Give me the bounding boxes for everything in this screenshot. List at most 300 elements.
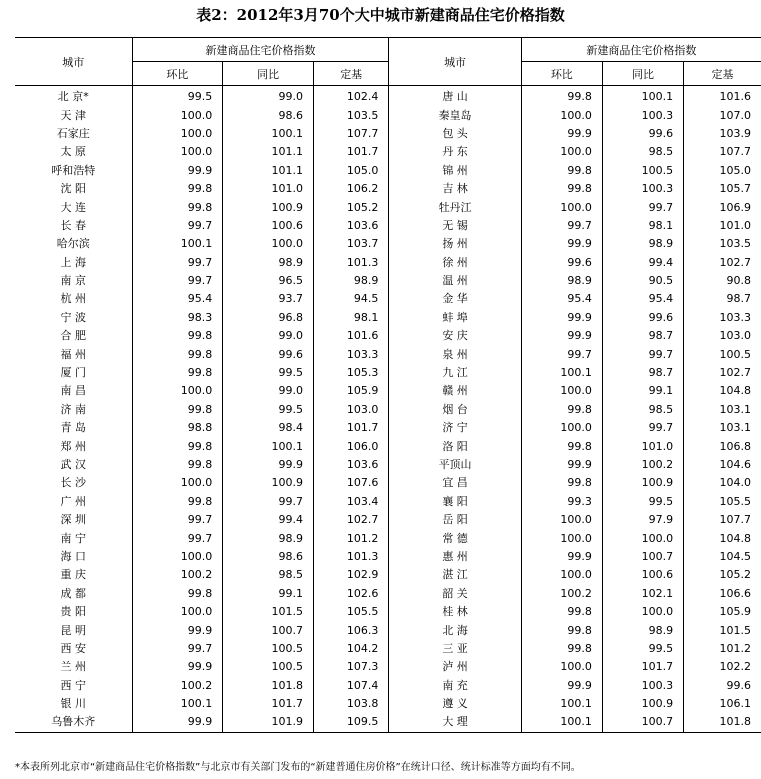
table-row: [15, 217, 761, 235]
base-value-cell: 106.6: [719, 586, 751, 600]
table-row: [15, 125, 761, 143]
yoy-value-cell: 100.9: [602, 474, 683, 492]
base-value-cell: 105.9: [719, 605, 751, 619]
yoy-value-cell: 99.7: [602, 419, 683, 437]
base-value-cell: 103.1: [719, 421, 751, 435]
mom-value-cell: 99.9: [132, 162, 223, 180]
mom-value-cell: 100.0: [521, 106, 602, 124]
yoy-value-cell: 101.0: [223, 180, 314, 198]
mom-value-cell: 100.0: [521, 511, 602, 529]
mom-value-cell: 99.3: [521, 493, 602, 511]
mom-value-cell: 99.9: [132, 621, 223, 639]
base-value-cell: 106.3: [313, 621, 388, 639]
yoy-value-cell: 99.6: [602, 309, 683, 327]
mom-value-cell: 100.0: [521, 382, 602, 400]
mom-value-cell: 99.7: [132, 529, 223, 547]
index-group-header-left: 新建商品住宅价格指数: [132, 38, 389, 62]
header-row-1: [15, 38, 761, 62]
city-name-cell: 金 华: [389, 290, 521, 308]
mom-value-cell: 99.7: [132, 511, 223, 529]
city-name-cell: 湛 江: [389, 566, 521, 584]
base-value-cell: 105.2: [719, 568, 751, 582]
base-value-cell: 102.7: [719, 255, 751, 269]
base-value-cell: 107.0: [719, 108, 751, 122]
mom-value-cell: 99.9: [132, 658, 223, 676]
table-row: [15, 621, 761, 639]
mom-value-cell: 100.0: [521, 566, 602, 584]
mom-value-cell: 100.0: [521, 419, 602, 437]
base-value-cell: 104.8: [719, 384, 751, 398]
yoy-value-cell: 95.4: [602, 290, 683, 308]
base-value-cell: 105.2: [313, 198, 388, 216]
yoy-value-cell: 98.9: [602, 621, 683, 639]
mom-value-cell: 100.1: [132, 235, 223, 253]
yoy-value-cell: 100.6: [602, 566, 683, 584]
city-name-cell: 上 海: [15, 254, 132, 272]
city-name-cell: 无 锡: [389, 217, 521, 235]
city-name-cell: 福 州: [15, 345, 132, 363]
yoy-value-cell: 98.5: [602, 401, 683, 419]
mom-value-cell: 99.7: [132, 254, 223, 272]
mom-value-cell: 99.5: [132, 86, 223, 107]
mom-value-cell: 100.0: [521, 529, 602, 547]
yoy-value-cell: 99.0: [223, 382, 314, 400]
mom-value-cell: 99.8: [132, 198, 223, 216]
city-name-cell: 南 京: [15, 272, 132, 290]
city-name-cell: 韶 关: [389, 585, 521, 603]
base-value-cell: 103.7: [313, 235, 388, 253]
yoy-value-cell: 100.3: [602, 677, 683, 695]
yoy-value-cell: 100.0: [602, 529, 683, 547]
mom-value-cell: 100.0: [521, 658, 602, 676]
table-row: [15, 529, 761, 547]
mom-value-cell: 100.0: [132, 474, 223, 492]
mom-value-cell: 98.3: [132, 309, 223, 327]
yoy-value-cell: 100.9: [223, 474, 314, 492]
yoy-value-cell: 101.9: [223, 713, 314, 732]
yoy-value-cell: 101.0: [602, 437, 683, 455]
city-name-cell: 包 头: [389, 125, 521, 143]
table-row: [15, 86, 761, 107]
base-value-cell: 103.4: [313, 493, 388, 511]
yoy-value-cell: 101.8: [223, 677, 314, 695]
table-row: [15, 309, 761, 327]
city-name-cell: 温 州: [389, 272, 521, 290]
yoy-value-cell: 99.1: [223, 585, 314, 603]
city-name-cell: 牡丹江: [389, 198, 521, 216]
base-value-cell: 101.0: [719, 218, 751, 232]
city-name-cell: 石家庄: [15, 125, 132, 143]
mom-value-cell: 100.1: [132, 695, 223, 713]
city-name-cell: 平顶山: [389, 456, 521, 474]
yoy-value-cell: 99.5: [602, 493, 683, 511]
base-value-cell: 103.0: [313, 401, 388, 419]
table-row: [15, 235, 761, 253]
city-name-cell: 扬 州: [389, 235, 521, 253]
base-value-cell: 103.1: [719, 402, 751, 416]
yoy-value-cell: 98.9: [223, 254, 314, 272]
base-value-cell: 101.7: [313, 143, 388, 161]
city-name-cell: 宜 昌: [389, 474, 521, 492]
base-value-cell: 103.8: [313, 695, 388, 713]
yoy-value-cell: 100.9: [223, 198, 314, 216]
base-value-cell: 99.6: [726, 678, 751, 692]
base-value-cell: 107.4: [313, 677, 388, 695]
base-value-cell: 98.9: [313, 272, 388, 290]
table-row: [15, 713, 761, 732]
col-header-base-right: 定基: [684, 62, 761, 86]
base-value-cell: 105.9: [313, 382, 388, 400]
mom-value-cell: 99.9: [521, 235, 602, 253]
base-value-cell: 104.6: [719, 458, 751, 471]
yoy-value-cell: 99.9: [223, 456, 314, 474]
city-name-cell: 银 川: [15, 695, 132, 713]
city-name-cell: 西 宁: [15, 677, 132, 695]
city-name-cell: 常 德: [389, 529, 521, 547]
city-name-cell: 青 岛: [15, 419, 132, 437]
base-value-cell: 107.7: [719, 513, 751, 527]
city-name-cell: 深 圳: [15, 511, 132, 529]
base-value-cell: 106.8: [719, 439, 751, 453]
city-name-cell: 济 宁: [389, 419, 521, 437]
yoy-value-cell: 98.6: [223, 106, 314, 124]
city-name-cell: 长 沙: [15, 474, 132, 492]
yoy-value-cell: 98.7: [602, 364, 683, 382]
city-name-cell: 襄 阳: [389, 493, 521, 511]
mom-value-cell: 99.8: [132, 401, 223, 419]
city-name-cell: 安 庆: [389, 327, 521, 345]
mom-value-cell: 99.8: [521, 401, 602, 419]
table-row: [15, 345, 761, 363]
base-value-cell: 103.0: [719, 329, 751, 343]
col-header-yoy-left: 同比: [223, 62, 314, 86]
yoy-value-cell: 93.7: [223, 290, 314, 308]
city-header-right: 城市: [389, 38, 521, 86]
yoy-value-cell: 98.6: [223, 548, 314, 566]
mom-value-cell: 99.8: [132, 345, 223, 363]
table-row: [15, 640, 761, 658]
yoy-value-cell: 99.7: [602, 198, 683, 216]
yoy-value-cell: 99.4: [602, 254, 683, 272]
city-name-cell: 贵 阳: [15, 603, 132, 621]
city-name-cell: 济 南: [15, 401, 132, 419]
mom-value-cell: 99.8: [132, 437, 223, 455]
yoy-value-cell: 100.5: [602, 162, 683, 180]
mom-value-cell: 99.9: [521, 677, 602, 695]
yoy-value-cell: 98.4: [223, 419, 314, 437]
yoy-value-cell: 100.0: [223, 235, 314, 253]
yoy-value-cell: 100.1: [223, 125, 314, 143]
city-name-cell: 赣 州: [389, 382, 521, 400]
table-row: [15, 585, 761, 603]
mom-value-cell: 100.0: [132, 603, 223, 621]
base-value-cell: 102.9: [313, 566, 388, 584]
city-name-cell: 泸 州: [389, 658, 521, 676]
mom-value-cell: 100.0: [521, 198, 602, 216]
yoy-value-cell: 98.7: [602, 327, 683, 345]
base-value-cell: 98.1: [313, 309, 388, 327]
city-name-cell: 蚌 埠: [389, 309, 521, 327]
mom-value-cell: 95.4: [521, 290, 602, 308]
city-name-cell: 锦 州: [389, 162, 521, 180]
table-row: [15, 327, 761, 345]
table-row: [15, 382, 761, 400]
base-value-cell: 101.6: [719, 90, 751, 104]
table-row: [15, 511, 761, 529]
base-value-cell: 101.3: [313, 548, 388, 566]
base-value-cell: 107.3: [313, 658, 388, 676]
table-row: [15, 677, 761, 695]
yoy-value-cell: 100.5: [223, 640, 314, 658]
yoy-value-cell: 101.1: [223, 143, 314, 161]
city-name-cell: 太 原: [15, 143, 132, 161]
base-value-cell: 102.2: [719, 660, 751, 674]
yoy-value-cell: 99.0: [223, 327, 314, 345]
table-row: [15, 290, 761, 308]
table-row: [15, 695, 761, 713]
city-name-cell: 吉 林: [389, 180, 521, 198]
mom-value-cell: 99.7: [132, 640, 223, 658]
yoy-value-cell: 100.5: [223, 658, 314, 676]
yoy-value-cell: 100.9: [602, 695, 683, 713]
mom-value-cell: 99.9: [521, 327, 602, 345]
mom-value-cell: 99.9: [132, 713, 223, 732]
city-name-cell: 长 春: [15, 217, 132, 235]
mom-value-cell: 99.8: [132, 180, 223, 198]
mom-value-cell: 95.4: [132, 290, 223, 308]
mom-value-cell: 99.7: [521, 217, 602, 235]
city-name-cell: 岳 阳: [389, 511, 521, 529]
yoy-value-cell: 98.5: [602, 143, 683, 161]
table-row: [15, 437, 761, 455]
yoy-value-cell: 100.1: [223, 437, 314, 455]
city-name-cell: 昆 明: [15, 621, 132, 639]
table-title: 表2：2012年3月70个大中城市新建商品住宅价格指数: [196, 6, 565, 24]
mom-value-cell: 99.6: [521, 254, 602, 272]
city-name-cell: 丹 东: [389, 143, 521, 161]
city-name-cell: 乌鲁木齐: [15, 713, 132, 732]
base-value-cell: 104.2: [313, 640, 388, 658]
base-value-cell: 102.7: [313, 511, 388, 529]
city-name-cell: 海 口: [15, 548, 132, 566]
table-row: [15, 474, 761, 492]
base-value-cell: 94.5: [313, 290, 388, 308]
mom-value-cell: 98.9: [521, 272, 602, 290]
base-value-cell: 104.0: [719, 476, 751, 490]
index-group-header-right: 新建商品住宅价格指数: [521, 38, 761, 62]
base-value-cell: 103.3: [313, 345, 388, 363]
city-name-cell: 杭 州: [15, 290, 132, 308]
mom-value-cell: 100.0: [132, 125, 223, 143]
city-name-cell: 沈 阳: [15, 180, 132, 198]
mom-value-cell: 99.9: [521, 456, 602, 474]
table-row: [15, 456, 761, 474]
yoy-value-cell: 96.5: [223, 272, 314, 290]
yoy-value-cell: 100.6: [223, 217, 314, 235]
mom-value-cell: 99.8: [521, 437, 602, 455]
yoy-value-cell: 98.9: [602, 235, 683, 253]
base-value-cell: 104.8: [719, 531, 751, 545]
mom-value-cell: 99.9: [521, 125, 602, 143]
yoy-value-cell: 90.5: [602, 272, 683, 290]
base-value-cell: 105.5: [719, 494, 751, 508]
mom-value-cell: 99.9: [521, 309, 602, 327]
city-name-cell: 西 安: [15, 640, 132, 658]
city-name-cell: 厦 门: [15, 364, 132, 382]
city-name-cell: 哈尔滨: [15, 235, 132, 253]
col-header-mom-left: 环比: [132, 62, 223, 86]
col-header-yoy-right: 同比: [602, 62, 683, 86]
yoy-value-cell: 99.5: [223, 364, 314, 382]
mom-value-cell: 99.8: [521, 640, 602, 658]
mom-value-cell: 100.0: [132, 106, 223, 124]
table-row: [15, 603, 761, 621]
col-header-base-left: 定基: [313, 62, 388, 86]
base-value-cell: 106.0: [313, 437, 388, 455]
mom-value-cell: 100.1: [521, 364, 602, 382]
mom-value-cell: 99.8: [521, 603, 602, 621]
base-value-cell: 101.2: [313, 529, 388, 547]
base-value-cell: 103.5: [313, 106, 388, 124]
table-row: [15, 180, 761, 198]
city-name-cell: 桂 林: [389, 603, 521, 621]
table-row: [15, 364, 761, 382]
city-name-cell: 唐 山: [389, 86, 521, 107]
yoy-value-cell: 100.3: [602, 106, 683, 124]
price-index-table: [15, 37, 761, 733]
yoy-value-cell: 98.1: [602, 217, 683, 235]
base-value-cell: 101.2: [719, 641, 751, 655]
mom-value-cell: 100.1: [521, 695, 602, 713]
city-name-cell: 洛 阳: [389, 437, 521, 455]
city-name-cell: 北 京*: [15, 86, 132, 107]
city-name-cell: 天 津: [15, 106, 132, 124]
footnote: *本表所列北京市“新建商品住宅价格指数”与北京市有关部门发布的“新建普通住房价格”在统计口径、统计标准等方面均有不同。: [15, 762, 581, 773]
mom-value-cell: 99.8: [521, 621, 602, 639]
table-row: [15, 401, 761, 419]
base-value-cell: 105.7: [719, 182, 751, 196]
base-value-cell: 101.7: [313, 419, 388, 437]
base-value-cell: 107.7: [719, 145, 751, 159]
table-row: [15, 419, 761, 437]
base-value-cell: 105.3: [313, 364, 388, 382]
base-value-cell: 105.5: [313, 603, 388, 621]
base-value-cell: 102.6: [313, 585, 388, 603]
city-name-cell: 九 江: [389, 364, 521, 382]
mom-value-cell: 99.8: [132, 585, 223, 603]
city-header-left: 城市: [15, 38, 132, 86]
yoy-value-cell: 96.8: [223, 309, 314, 327]
city-name-cell: 南 宁: [15, 529, 132, 547]
city-name-cell: 武 汉: [15, 456, 132, 474]
yoy-value-cell: 101.5: [223, 603, 314, 621]
base-value-cell: 101.3: [313, 254, 388, 272]
base-value-cell: 105.0: [313, 162, 388, 180]
mom-value-cell: 100.0: [132, 548, 223, 566]
base-value-cell: 106.9: [719, 200, 751, 214]
city-name-cell: 秦皇岛: [389, 106, 521, 124]
base-value-cell: 98.7: [726, 292, 751, 306]
base-value-cell: 103.6: [313, 217, 388, 235]
mom-value-cell: 99.8: [521, 180, 602, 198]
mom-value-cell: 99.8: [521, 162, 602, 180]
yoy-value-cell: 100.7: [602, 713, 683, 732]
yoy-value-cell: 100.2: [602, 456, 683, 474]
mom-value-cell: 99.9: [521, 548, 602, 566]
base-value-cell: 104.5: [719, 549, 751, 563]
yoy-value-cell: 100.1: [602, 86, 683, 107]
base-value-cell: 101.8: [684, 713, 761, 732]
mom-value-cell: 100.0: [132, 143, 223, 161]
yoy-value-cell: 102.1: [602, 585, 683, 603]
table-row: [15, 162, 761, 180]
yoy-value-cell: 97.9: [602, 511, 683, 529]
base-value-cell: 102.7: [719, 366, 751, 380]
mom-value-cell: 99.8: [132, 456, 223, 474]
yoy-value-cell: 101.1: [223, 162, 314, 180]
base-value-cell: 106.1: [719, 697, 751, 711]
city-name-cell: 大 连: [15, 198, 132, 216]
mom-value-cell: 100.0: [521, 143, 602, 161]
yoy-value-cell: 99.4: [223, 511, 314, 529]
city-name-cell: 烟 台: [389, 401, 521, 419]
base-value-cell: 101.5: [719, 623, 751, 637]
city-name-cell: 呼和浩特: [15, 162, 132, 180]
yoy-value-cell: 99.0: [223, 86, 314, 107]
col-header-mom-right: 环比: [521, 62, 602, 86]
mom-value-cell: 100.0: [132, 382, 223, 400]
mom-value-cell: 100.2: [132, 677, 223, 695]
mom-value-cell: 99.8: [132, 364, 223, 382]
city-name-cell: 遵 义: [389, 695, 521, 713]
yoy-value-cell: 98.5: [223, 566, 314, 584]
yoy-value-cell: 99.5: [602, 640, 683, 658]
table-row: [15, 272, 761, 290]
city-name-cell: 泉 州: [389, 345, 521, 363]
city-name-cell: 重 庆: [15, 566, 132, 584]
mom-value-cell: 100.2: [132, 566, 223, 584]
base-value-cell: 105.0: [719, 163, 751, 177]
base-value-cell: 100.5: [719, 347, 751, 361]
base-value-cell: 102.4: [313, 86, 388, 107]
city-name-cell: 南 昌: [15, 382, 132, 400]
base-value-cell: 101.6: [313, 327, 388, 345]
table-row: [15, 106, 761, 124]
yoy-value-cell: 100.7: [223, 621, 314, 639]
table-body: [15, 86, 761, 733]
yoy-value-cell: 99.6: [602, 125, 683, 143]
city-name-cell: 南 充: [389, 677, 521, 695]
mom-value-cell: 100.2: [521, 585, 602, 603]
mom-value-cell: 99.8: [521, 474, 602, 492]
city-name-cell: 成 都: [15, 585, 132, 603]
city-name-cell: 合 肥: [15, 327, 132, 345]
yoy-value-cell: 101.7: [602, 658, 683, 676]
yoy-value-cell: 100.3: [602, 180, 683, 198]
table-row: [15, 493, 761, 511]
mom-value-cell: 99.8: [132, 493, 223, 511]
yoy-value-cell: 99.6: [223, 345, 314, 363]
mom-value-cell: 99.8: [132, 327, 223, 345]
city-name-cell: 徐 州: [389, 254, 521, 272]
base-value-cell: 109.5: [313, 713, 388, 732]
table-row: [15, 548, 761, 566]
table-row: [15, 254, 761, 272]
yoy-value-cell: 99.1: [602, 382, 683, 400]
yoy-value-cell: 100.0: [602, 603, 683, 621]
mom-value-cell: 99.7: [521, 345, 602, 363]
city-name-cell: 广 州: [15, 493, 132, 511]
